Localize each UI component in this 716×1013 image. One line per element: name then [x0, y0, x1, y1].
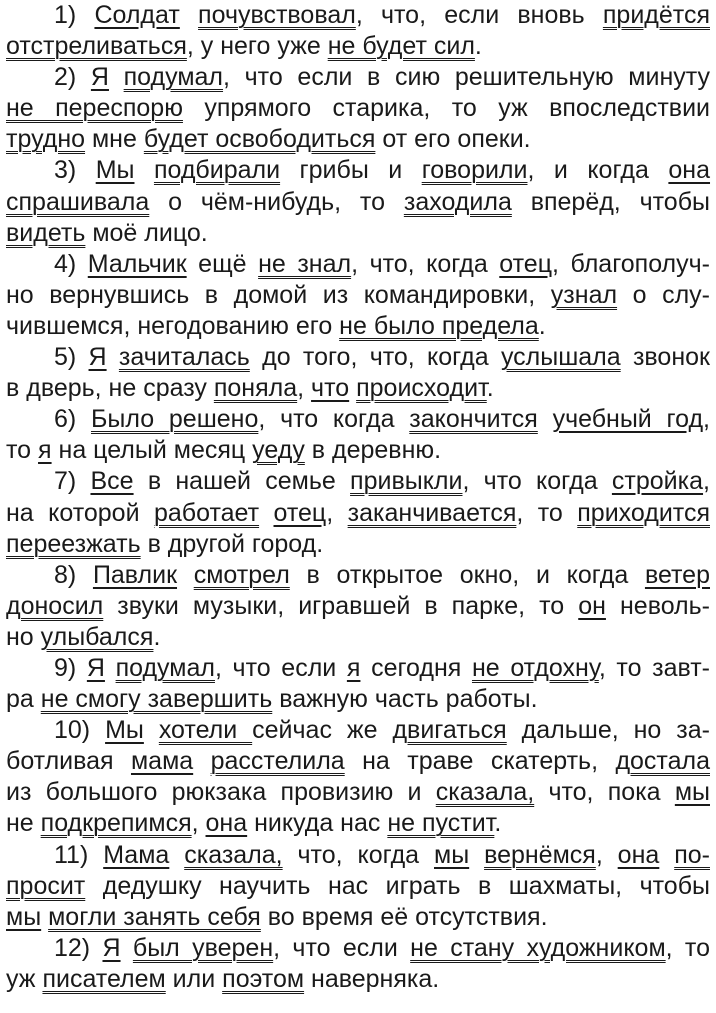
text-run: моё лицо.: [85, 218, 208, 247]
text-run: [144, 716, 159, 744]
subject-run: Я: [86, 653, 105, 682]
text-run: [134, 156, 153, 184]
sentence-2: [6, 62, 710, 155]
predicate-run: поняла: [213, 374, 298, 403]
text-run: , что, если вновь: [355, 1, 603, 29]
sentence-11: [6, 840, 710, 933]
text-run: но вернувшись в домой из командировки,: [6, 280, 551, 309]
text-run: в открытое окно, и когда: [289, 560, 645, 589]
text-line: [6, 124, 710, 155]
text-run: [538, 405, 553, 433]
text-run: о слу-: [617, 280, 711, 309]
subject-run: она: [668, 156, 711, 185]
sentence-9: [6, 653, 710, 715]
text-line: [6, 964, 710, 995]
subject-run: Мальчик: [87, 249, 187, 278]
text-run: , что, когда: [351, 249, 500, 278]
predicate-run: подбирали: [153, 156, 281, 185]
sentence-6: [6, 404, 710, 466]
text-line: [6, 871, 710, 902]
sentence-4: [6, 249, 710, 342]
text-line: [6, 902, 710, 933]
text-run: 10): [54, 716, 106, 745]
sentence-8: [6, 560, 710, 653]
predicate-run: почувствовал: [198, 1, 356, 29]
predicate-run: хотели: [158, 716, 253, 745]
predicate-run: трудно: [6, 125, 86, 154]
text-line: [6, 280, 710, 311]
text-line: [6, 466, 710, 497]
predicate-run: работает: [153, 498, 260, 527]
text-line: [6, 840, 710, 871]
predicate-run: говорили: [421, 156, 528, 185]
subject-run: я: [346, 653, 361, 682]
text-run: [177, 561, 194, 589]
predicate-run: вернёмся: [484, 840, 596, 869]
text-run: 2): [54, 63, 91, 92]
text-run: .: [474, 32, 482, 61]
predicate-run: сказала,: [435, 778, 535, 807]
text-run: , что если: [273, 933, 411, 962]
text-line: [6, 218, 710, 249]
text-run: 6): [54, 405, 91, 434]
sentence-5: [6, 342, 710, 404]
predicate-run: доносил: [6, 591, 104, 620]
text-run: , что когда: [258, 405, 410, 434]
text-run: или: [165, 964, 223, 993]
text-run: [107, 343, 119, 371]
text-run: дедушку научить нас играть в шахматы, чтобы: [85, 871, 710, 900]
text-run: .: [494, 809, 502, 838]
text-run: в нашей семье: [133, 467, 351, 496]
predicate-run: не было предела: [339, 311, 539, 340]
text-run: [169, 841, 184, 869]
text-run: ра: [6, 685, 41, 714]
text-run: , что если: [214, 653, 347, 682]
text-run: то: [6, 436, 39, 465]
predicate-run: по-: [674, 840, 710, 869]
subject-run: Солдат: [94, 1, 180, 29]
text-run: [259, 499, 273, 527]
subject-run: Все: [90, 467, 134, 496]
text-line: [6, 373, 710, 404]
predicate-run: придётся: [602, 1, 710, 29]
subject-run: мы: [434, 840, 470, 869]
text-run: из большого рюкзака провизию и: [6, 778, 436, 807]
text-line: [6, 404, 710, 435]
subject-run: Павлик: [92, 560, 178, 589]
predicate-run: писателем: [42, 964, 166, 993]
text-run: в дверь, не сразу: [6, 374, 214, 403]
sentence-3: [6, 155, 710, 248]
predicate-run: подкрепимся: [40, 809, 192, 838]
text-line: [6, 31, 710, 62]
text-run: звонок: [620, 343, 710, 372]
predicate-run: спрашивала: [6, 187, 150, 216]
text-run: на целый месяц: [51, 436, 253, 465]
predicate-run: просит: [6, 871, 86, 900]
text-run: [109, 63, 124, 91]
predicate-run: Было решено: [90, 405, 259, 434]
predicate-run: зачиталась: [118, 343, 250, 372]
text-run: 3): [54, 156, 96, 185]
text-line: [6, 622, 710, 653]
subject-run: Я: [102, 933, 121, 962]
subject-run: Мама: [103, 840, 170, 869]
text-line: [6, 342, 710, 373]
text-run: на траве скатерть,: [344, 747, 616, 776]
text-run: ,: [703, 405, 710, 434]
text-run: вперёд, чтобы: [511, 187, 710, 216]
text-run: что, когда: [282, 840, 434, 869]
text-line: [6, 746, 710, 777]
text-run: на которой: [6, 498, 154, 527]
text-run: 11): [54, 840, 104, 869]
text-line: [6, 808, 710, 839]
text-run: , что если в сию решительную минуту: [223, 63, 710, 92]
subject-run: мы: [6, 902, 42, 931]
text-run: о чём-нибудь, то: [149, 187, 404, 216]
text-run: звуки музыки, игравшей в парке, то: [103, 591, 579, 620]
text-run: .: [153, 622, 161, 651]
sentence-1: [6, 0, 710, 62]
sentence-10: [6, 715, 710, 839]
predicate-run: отстреливаться: [6, 32, 187, 61]
text-run: [105, 654, 116, 682]
text-run: ,: [326, 498, 348, 527]
text-run: .: [538, 311, 546, 340]
text-run: ,: [191, 809, 206, 838]
predicate-run: заканчивается: [347, 498, 517, 527]
text-run: ,: [297, 374, 312, 403]
text-run: неволь-: [605, 591, 710, 620]
text-run: наверняка.: [304, 964, 440, 993]
text-run: упрямого старика, то уж впоследствии: [182, 94, 711, 123]
text-run: ботливая: [6, 747, 131, 776]
text-run: , что когда: [462, 467, 612, 496]
predicate-run: происходит: [356, 374, 487, 403]
predicate-run: подумал: [123, 63, 224, 92]
predicate-run: уеду: [252, 436, 305, 465]
text-run: грибы и: [280, 156, 422, 185]
subject-run: он: [578, 591, 606, 620]
text-line: [6, 653, 710, 684]
predicate-run: не переспорю: [6, 94, 183, 123]
text-run: 7): [54, 467, 91, 496]
predicate-run: был уверен: [132, 933, 274, 962]
text-run: ,: [703, 467, 710, 496]
predicate-run: не смогу завершить: [40, 685, 273, 714]
text-line: [6, 684, 710, 715]
text-run: от его опеки.: [375, 125, 531, 154]
text-run: , у него уже: [186, 32, 328, 61]
text-line: [6, 311, 710, 342]
text-run: в деревню.: [304, 436, 442, 465]
predicate-run: поэтом: [222, 964, 305, 993]
predicate-run: сказала,: [184, 840, 283, 869]
text-line: [6, 435, 710, 466]
subject-run: Мы: [95, 156, 135, 185]
predicate-run: не будет сил: [327, 32, 475, 61]
predicate-run: достала: [615, 747, 710, 776]
predicate-run: будет освободиться: [143, 125, 376, 154]
subject-run: стройка: [611, 467, 704, 496]
subject-run: мы: [674, 778, 710, 807]
subject-run: она: [205, 809, 248, 838]
subject-run: она: [617, 840, 660, 869]
text-run: 12): [54, 933, 103, 962]
text-line: [6, 529, 710, 560]
text-run: уж: [6, 964, 43, 993]
subject-run: ветер: [644, 560, 710, 589]
text-run: [121, 934, 133, 962]
text-run: сейчас же: [252, 716, 393, 745]
text-line: [6, 933, 710, 964]
predicate-run: узнал: [550, 280, 618, 309]
text-run: 8): [54, 560, 93, 589]
subject-run: Мы: [105, 716, 144, 745]
subject-run: мама: [130, 747, 194, 776]
predicate-run: не отдохну: [471, 653, 599, 682]
text-run: 1): [54, 1, 95, 29]
predicate-run: закончится: [409, 405, 538, 434]
text-run: [193, 747, 210, 775]
text-run: мне: [85, 125, 144, 154]
text-run: сегодня: [360, 653, 472, 682]
text-line: [6, 591, 710, 622]
text-line: [6, 62, 710, 93]
text-line: [6, 560, 710, 591]
text-run: [659, 841, 674, 869]
predicate-run: смотрел: [193, 560, 290, 589]
subject-run: что: [311, 374, 350, 403]
text-line: [6, 155, 710, 186]
text-line: [6, 498, 710, 529]
predicate-run: услышала: [500, 343, 621, 372]
text-run: ,: [595, 840, 618, 869]
text-run: , то: [516, 498, 578, 527]
predicate-run: не пустит: [387, 809, 495, 838]
text-run: 4): [54, 249, 88, 278]
text-run: никуда нас: [247, 809, 388, 838]
predicate-run: видеть: [6, 218, 86, 247]
subject-run: отец: [499, 249, 553, 278]
text-run: в другой город.: [140, 529, 324, 558]
text-run: 9): [54, 653, 87, 682]
text-run: во время её отсутствия.: [260, 902, 548, 931]
sentence-7: [6, 466, 710, 559]
subject-run: учебный год: [552, 405, 704, 434]
predicate-run: двигаться: [392, 716, 507, 745]
predicate-run: расстелила: [210, 747, 345, 776]
text-run: не: [6, 809, 41, 838]
text-run: , то: [665, 933, 711, 962]
text-line: [6, 249, 710, 280]
text-run: но: [6, 622, 41, 651]
text-run: , то завт-: [598, 653, 710, 682]
subject-run: Я: [90, 63, 109, 92]
text-run: 5): [54, 343, 89, 372]
text-line: [6, 777, 710, 808]
predicate-run: могли занять себя: [48, 902, 261, 931]
text-run: чившемся, негодованию его: [6, 311, 340, 340]
text-run: важную часть работы.: [272, 685, 538, 714]
text-run: ещё: [186, 249, 259, 278]
text-run: до того, что, когда: [249, 343, 501, 372]
text-line: [6, 93, 710, 124]
text-run: [469, 841, 484, 869]
text-run: .: [486, 374, 494, 403]
sentence-12: [6, 933, 710, 995]
text-run: , и когда: [527, 156, 669, 185]
text-run: [180, 1, 198, 29]
text-run: что, пока: [534, 778, 675, 807]
predicate-run: не знал: [258, 249, 352, 278]
subject-run: отец: [273, 498, 327, 527]
subject-run: я: [38, 436, 52, 465]
text-run: дальше, но за-: [506, 716, 710, 745]
predicate-run: улыбался: [40, 622, 154, 651]
text-run: , благополуч-: [552, 249, 710, 278]
text-line: [6, 187, 710, 218]
subject-run: Я: [88, 343, 107, 372]
predicate-run: переезжать: [6, 529, 141, 558]
predicate-run: заходила: [403, 187, 512, 216]
predicate-run: привыкли: [350, 467, 463, 496]
predicate-run: приходится: [577, 498, 710, 527]
text-line: [6, 0, 710, 31]
predicate-run: не стану художником: [410, 933, 666, 962]
predicate-run: подумал: [115, 653, 215, 682]
text-line: [6, 715, 710, 746]
